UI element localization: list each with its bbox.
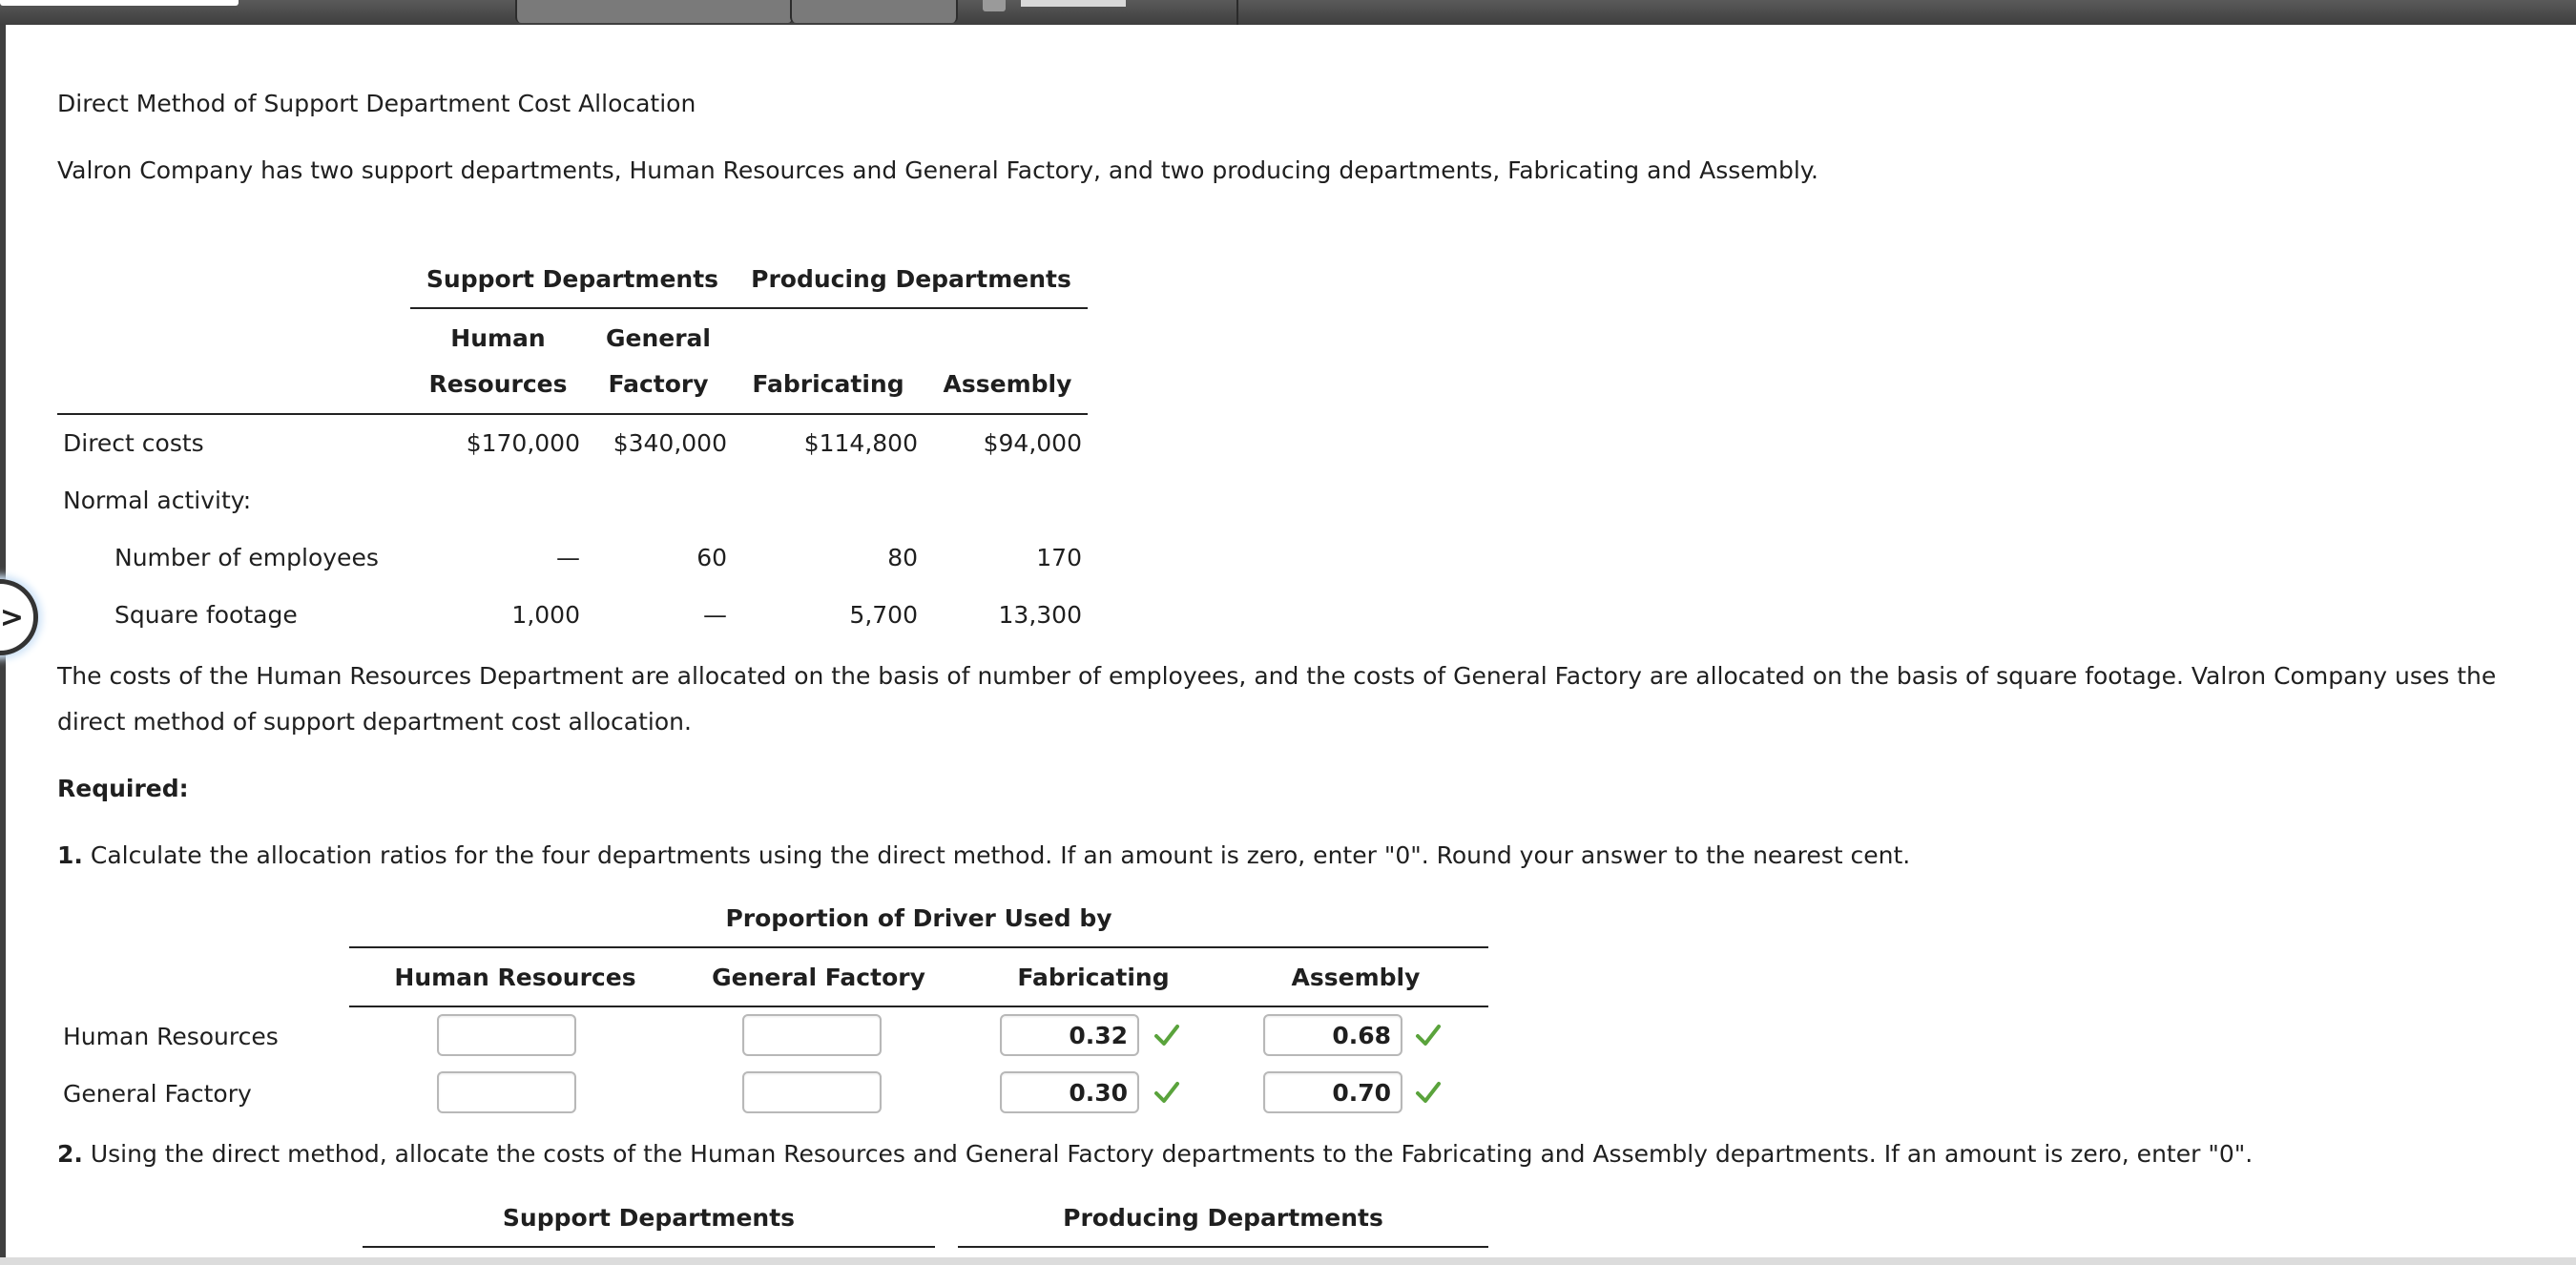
row-label-number-of-employees: Number of employees — [114, 544, 379, 571]
ratio-input-hr-gf[interactable] — [742, 1014, 882, 1056]
required-label: Required: — [57, 775, 189, 802]
ebook-button[interactable] — [515, 0, 794, 23]
page-title: Direct Method of Support Department Cost Allocation — [57, 90, 696, 117]
col-general-factory: General Factory — [712, 964, 925, 991]
print-icon[interactable] — [983, 0, 1006, 11]
cell-value: 170 — [1036, 544, 1082, 571]
table-title: Proportion of Driver Used by — [725, 904, 1112, 932]
print-item-button[interactable] — [1021, 0, 1126, 7]
cell-value: 60 — [696, 544, 727, 571]
cell-value: $114,800 — [803, 429, 918, 457]
q2-producing-rule — [958, 1246, 1488, 1248]
col-hr-line1: Human — [450, 324, 546, 352]
expand-panel-button[interactable] — [0, 579, 38, 655]
q1-number: 1. — [57, 841, 83, 869]
top-toolbar — [0, 0, 2576, 25]
check-icon — [1153, 1078, 1181, 1107]
q2-instructions — [57, 1140, 2253, 1168]
ratio-input-hr-hr[interactable] — [437, 1014, 576, 1056]
cell-value: $94,000 — [983, 429, 1082, 457]
row-label-human-resources: Human Resources — [63, 1023, 279, 1050]
row-label-square-footage: Square footage — [114, 601, 298, 629]
intro-text: Valron Company has two support departments, Human Resources and General Factory, and two producing departments, Fabricating and Assembly. — [57, 156, 1818, 184]
check-icon — [1153, 1021, 1181, 1049]
q1-instructions — [57, 841, 1910, 869]
ratio-input-gf-assembly[interactable]: 0.70 — [1263, 1071, 1402, 1113]
cell-value: 5,700 — [849, 601, 918, 629]
assignment-title-tab — [0, 0, 239, 6]
ratio-input-hr-fabricating[interactable]: 0.32 — [1000, 1014, 1139, 1056]
cell-value: $170,000 — [466, 429, 580, 457]
group-header-support: Support Departments — [426, 265, 719, 293]
col-human-resources: Human Resources — [394, 964, 636, 991]
col-hr-line2: Resources — [428, 370, 568, 398]
cell-value: 80 — [887, 544, 918, 571]
ratio-input-gf-hr[interactable] — [437, 1071, 576, 1113]
col-fabricating: Fabricating — [752, 370, 904, 398]
cell-value: — — [703, 601, 727, 629]
col-gf-line1: General — [606, 324, 711, 352]
cell-value: 13,300 — [998, 601, 1082, 629]
explanation-text: The costs of the Human Resources Department are allocated on the basis of number of employees, and the costs of General Factory are allocated on the basis of square footage. Valron Company uses the direct method of support department cost allocation. — [57, 662, 2497, 736]
group-header-producing: Producing Departments — [751, 265, 1071, 293]
toolbar-divider — [1236, 0, 1238, 25]
chevron-right-icon: > — [0, 600, 24, 634]
ratio-input-gf-gf[interactable] — [742, 1071, 882, 1113]
q1-text: Calculate the allocation ratios for the four departments using the direct method. If an amount is zero, enter "0". Round your answer to the nearest cent. — [90, 841, 1911, 869]
col-assembly: Assembly — [1291, 964, 1421, 991]
col-gf-line2: Factory — [608, 370, 709, 398]
bottom-scroll-edge — [0, 1257, 2576, 1265]
q2-text: Using the direct method, allocate the costs of the Human Resources and General Factory departments to the Fabricating and Assembly departments. If an amount is zero, enter "0". — [90, 1140, 2254, 1168]
ratio-input-gf-fabricating[interactable]: 0.30 — [1000, 1071, 1139, 1113]
row-label-normal-activity: Normal activity: — [63, 487, 252, 514]
title-rule — [349, 946, 1488, 948]
q2-group-header-producing: Producing Departments — [1063, 1204, 1383, 1232]
col-assembly: Assembly — [943, 370, 1072, 398]
q2-group-header-support: Support Departments — [502, 1204, 796, 1232]
row-label-direct-costs: Direct costs — [63, 429, 204, 457]
ratio-input-hr-assembly[interactable]: 0.68 — [1263, 1014, 1402, 1056]
column-header-rule — [57, 413, 1088, 415]
cell-value: 1,000 — [511, 601, 580, 629]
q2-number: 2. — [57, 1140, 83, 1168]
q2-support-rule — [363, 1246, 935, 1248]
toolbar-button[interactable] — [790, 0, 958, 23]
cell-value: $340,000 — [613, 429, 727, 457]
check-icon — [1414, 1078, 1443, 1107]
cell-value: — — [556, 544, 580, 571]
group-header-rule — [410, 307, 1088, 309]
row-label-general-factory: General Factory — [63, 1080, 252, 1108]
header-rule — [349, 1006, 1488, 1007]
col-fabricating: Fabricating — [1017, 964, 1170, 991]
check-icon — [1414, 1021, 1443, 1049]
